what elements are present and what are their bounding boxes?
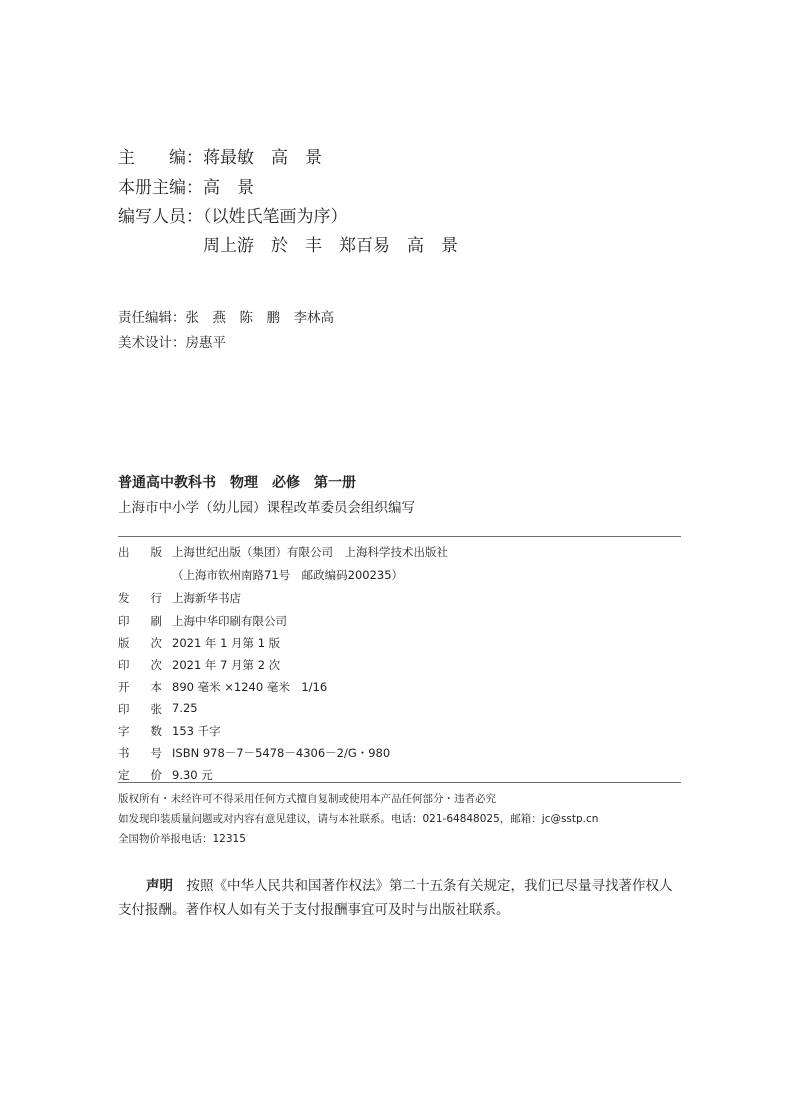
declaration-text: 按照《中华人民共和国著作权法》第二十五条有关规定，我们已尽量寻找著作权人支付报酬。著作权人如有关于支付报酬事宜可及时与出版社联系。: [118, 878, 673, 918]
publication-label-char: 书: [118, 746, 130, 760]
divider-bottom: [118, 782, 681, 783]
publication-row: [118, 767, 213, 783]
book-compiler: 上海市中小学（幼儿园）课程改革委员会组织编写: [118, 500, 415, 516]
responsible-editor-label: 责任编辑：: [118, 310, 186, 326]
publication-row-value: 上海世纪出版（集团）有限公司 上海科学技术出版社: [172, 545, 448, 559]
publication-label-char: 版: [150, 545, 162, 559]
publication-row: [118, 723, 221, 739]
publication-label-char: 价: [150, 768, 162, 782]
publication-label-char: 定: [118, 768, 130, 782]
divider-top: [118, 536, 681, 537]
publication-label-char: 次: [150, 658, 162, 672]
publication-row: [118, 613, 287, 629]
publication-row-value: 153 千字: [172, 724, 221, 738]
writers-label: 编写人员：: [118, 207, 203, 227]
publication-row-label: [118, 657, 164, 673]
publication-row-value: 9.30 元: [172, 768, 213, 782]
quality-contact: 如发现印装质量问题或对内容有意见建议，请与本社联系。电话：021-64848025，邮箱：jc@sstp.cn: [118, 813, 599, 825]
publication-row-value: 2021 年 7 月第 2 次: [172, 658, 281, 672]
publication-label-char: 数: [150, 724, 162, 738]
chief-editor-label: 主 编：: [118, 148, 203, 168]
volume-editor-label: 本册主编：: [118, 178, 203, 198]
publication-label-char: 次: [150, 636, 162, 650]
chief-editor-value: 蒋最敏 高 景: [203, 148, 322, 168]
writers-line: [118, 202, 348, 227]
publication-row-label: [118, 590, 164, 606]
publication-label-char: 版: [118, 636, 130, 650]
publication-label-char: 开: [118, 680, 130, 694]
publication-label-char: 号: [150, 746, 162, 760]
publication-row-label: [118, 567, 164, 583]
publication-label-char: 张: [150, 702, 162, 716]
publication-label-char: 印: [118, 614, 130, 628]
volume-editor-value: 高 景: [203, 178, 254, 198]
publication-row-label: [118, 767, 164, 783]
publication-label-char: 字: [118, 724, 130, 738]
publication-row-label: [118, 635, 164, 651]
responsible-editor-line: [118, 306, 334, 326]
publication-row: [118, 679, 327, 695]
writers-note: （以姓氏笔画为序）: [203, 207, 348, 227]
publication-label-char: 刷: [150, 614, 162, 628]
publication-row-label: [118, 723, 164, 739]
publication-row-value: 上海中华印刷有限公司: [172, 614, 287, 628]
publication-row-label: [118, 679, 164, 695]
publication-row: [118, 745, 390, 761]
publication-row: [118, 701, 198, 717]
responsible-editor-value: 张 燕 陈 鹏 李林高: [185, 310, 334, 326]
publication-row-value: 2021 年 1 月第 1 版: [172, 636, 281, 650]
publication-label-char: 行: [150, 591, 162, 605]
publication-label-char: 本: [150, 680, 162, 694]
price-report-phone: 全国物价举报电话：12315: [118, 833, 246, 845]
publication-row-value: 890 毫米 ×1240 毫米 1/16: [172, 680, 328, 694]
publication-label-char: 印: [118, 702, 130, 716]
publication-row-label: [118, 701, 164, 717]
publication-row: [118, 635, 280, 651]
publication-label-char: 发: [118, 591, 130, 605]
art-design-label: 美术设计：: [118, 335, 186, 351]
publication-row: [118, 544, 448, 560]
publication-row-label: [118, 613, 164, 629]
publication-row-value: （上海市钦州南路71号 邮政编码200235）: [172, 568, 404, 582]
copyright-notice: 版权所有・未经许可不得采用任何方式擅自复制或使用本产品任何部分・违者必究: [118, 793, 496, 805]
chief-editor-line: [118, 143, 322, 168]
publication-row-value: 7.25: [172, 701, 198, 715]
publication-row: [118, 590, 241, 606]
publication-row-value: ISBN 978－7－5478－4306－2/G・980: [172, 746, 391, 760]
publication-label-char: 出: [118, 545, 130, 559]
writers-names: 周上游 於 丰 郑百易 高 景: [203, 236, 458, 256]
publication-label-char: 印: [118, 658, 130, 672]
art-design-value: 房惠平: [185, 335, 226, 351]
publication-row-value: 上海新华书店: [172, 591, 241, 605]
declaration-label: 声明: [146, 878, 173, 894]
publication-row-label: [118, 544, 164, 560]
publication-row: [118, 657, 280, 673]
art-design-line: [118, 331, 226, 351]
publication-row-label: [118, 745, 164, 761]
publication-row: [118, 567, 403, 583]
declaration: [118, 874, 683, 922]
volume-editor-line: [118, 173, 254, 198]
book-title: 普通高中教科书 物理 必修 第一册: [118, 475, 356, 491]
